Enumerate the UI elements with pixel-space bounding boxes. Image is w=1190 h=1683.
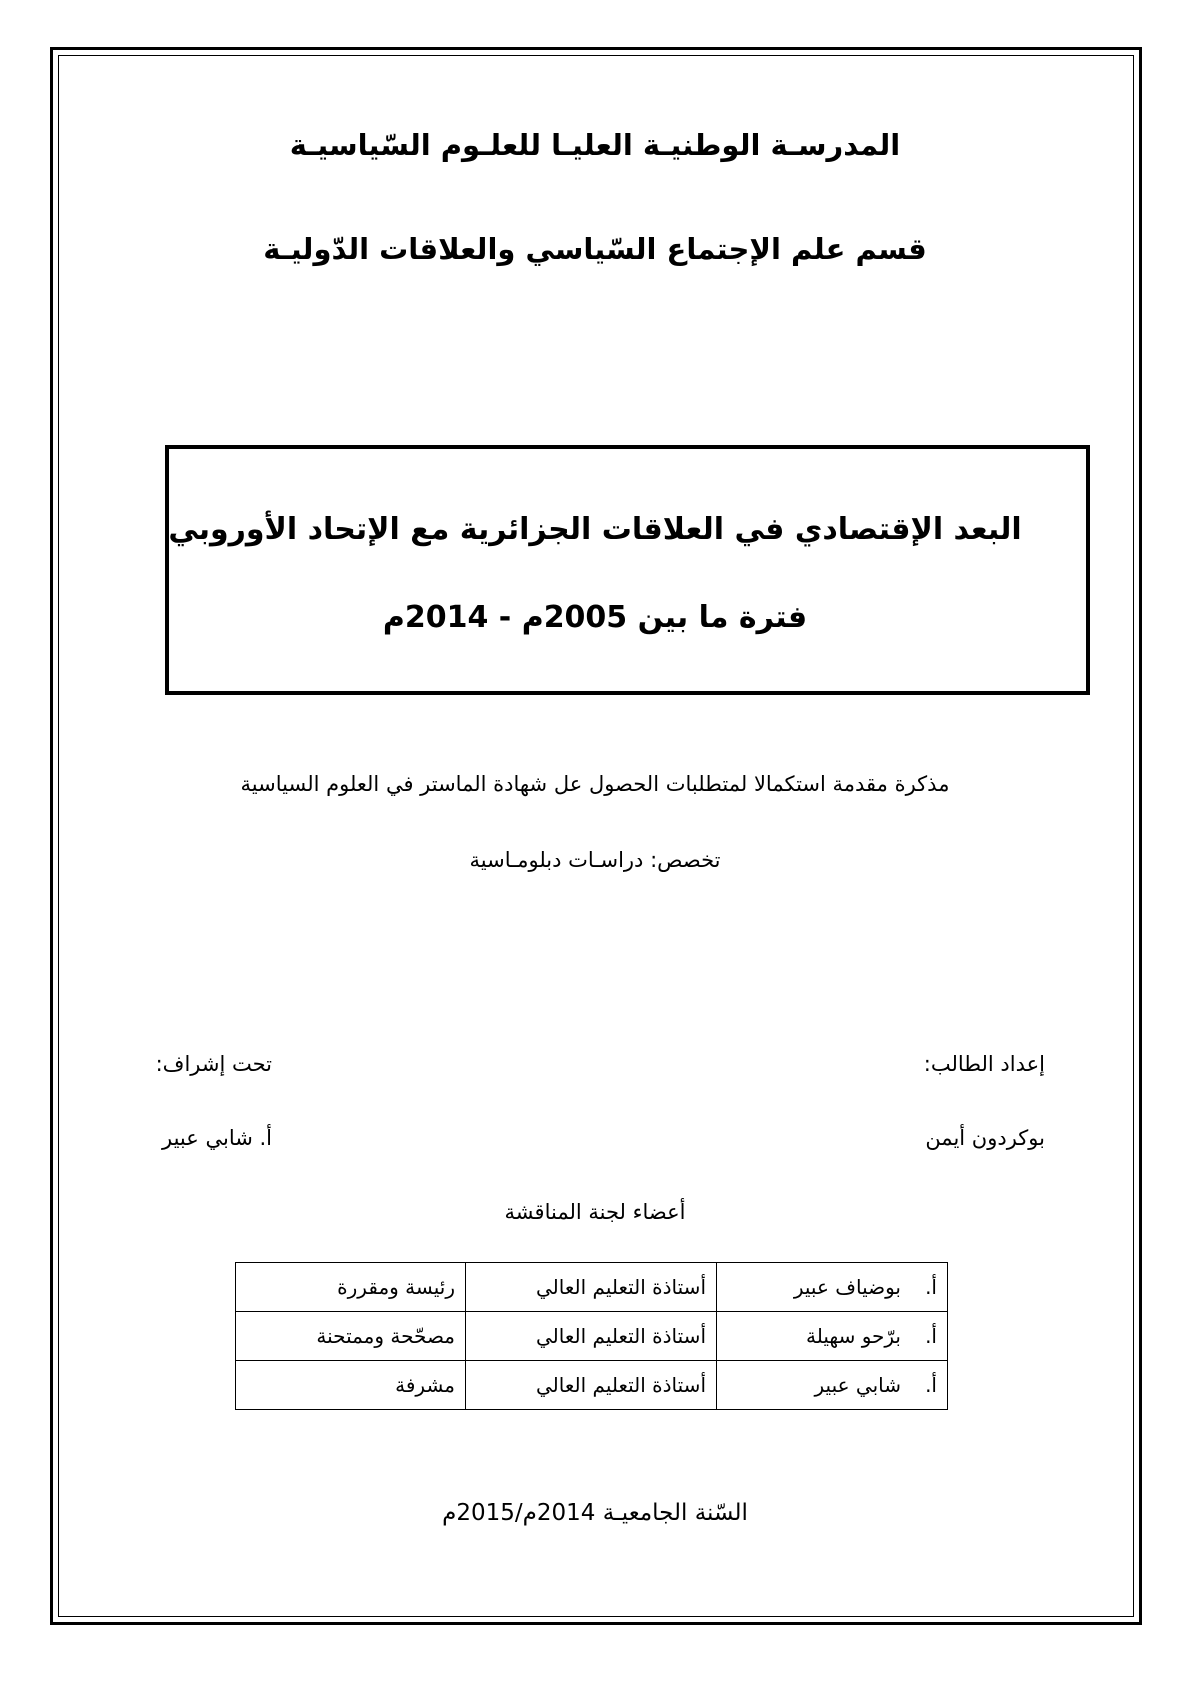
member-name-cell: [717, 1312, 948, 1361]
department-name: قسم علم الإجتماع السّياسي والعلاقات الدّوليـة: [263, 232, 927, 266]
committee-table: [235, 1262, 948, 1410]
table-row: [236, 1312, 948, 1361]
academic-year: السّنة الجامعيـة 2014م/2015م: [442, 1500, 748, 1526]
school-name: المدرسـة الوطنيـة العليـا للعلـوم السّياسيـة: [289, 128, 901, 162]
member-rank: أستاذة التعليم العالي: [466, 1312, 717, 1361]
member-name: بوضياف عبير: [793, 1275, 901, 1299]
member-name: برّحو سهيلة: [805, 1324, 901, 1348]
student-name: بوكردون أيمن: [925, 1126, 1045, 1150]
committee-heading: أعضاء لجنة المناقشة: [504, 1200, 686, 1224]
member-rank: أستاذة التعليم العالي: [466, 1263, 717, 1312]
student-label: إعداد الطالب:: [923, 1052, 1045, 1076]
member-role: رئيسة ومقررة: [236, 1263, 466, 1312]
member-name: شابي عبير: [814, 1373, 901, 1397]
supervisor-name: أ. شابي عبير: [162, 1126, 272, 1150]
member-prefix: أ.: [925, 1324, 937, 1348]
supervisor-label: تحت إشراف:: [155, 1052, 272, 1076]
member-rank: أستاذة التعليم العالي: [466, 1361, 717, 1410]
member-prefix: أ.: [925, 1275, 937, 1299]
thesis-period: فترة ما بين 2005م - 2014م: [382, 600, 808, 635]
table-row: [236, 1361, 948, 1410]
title-box: [165, 445, 1090, 695]
member-role: مصحّحة وممتحنة: [236, 1312, 466, 1361]
member-name-cell: [717, 1361, 948, 1410]
member-prefix: أ.: [925, 1373, 937, 1397]
memo-description: مذكرة مقدمة استكمالا لمتطلبات الحصول عل شهادة الماستر في العلوم السياسية: [240, 772, 950, 796]
specialization: تخصص: دراسـات دبلومـاسية: [469, 848, 721, 872]
member-role: مشرفة: [236, 1361, 466, 1410]
table-row: [236, 1263, 948, 1312]
member-name-cell: [717, 1263, 948, 1312]
thesis-title: البعد الإقتصادي في العلاقات الجزائرية مع الإتحاد الأوروبي: [168, 512, 1022, 547]
